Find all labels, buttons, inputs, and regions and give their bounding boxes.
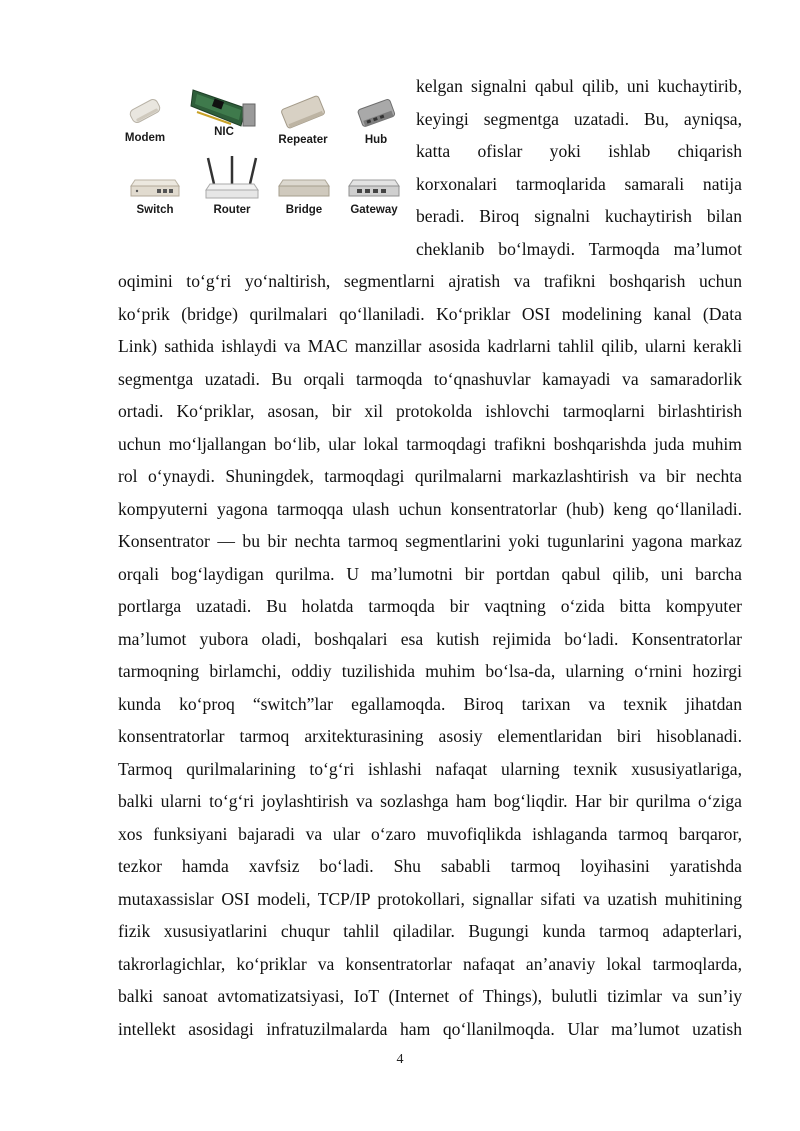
text-line: tezkor hamda xavfsiz bo‘ladi. Shu sababli tarmoq loyihasini yaratishda <box>118 856 742 876</box>
text-line: ortadi. Ko‘priklar, asosan, bir xil protokolda ishlovchi tarmoqlarni birlashtirish <box>118 401 742 421</box>
text-line: orqali bog‘laydigan qurilma. U ma’lumotni bir portdan qabul qilib, uni barcha <box>118 563 742 584</box>
device-label: Router <box>213 204 251 216</box>
text-line: oqimini to‘g‘ri yo‘naltirish, segmentlarni ajratish va trafikni boshqarish uchun <box>118 271 742 291</box>
body-text <box>118 70 742 1045</box>
text-line: Link) sathida ishlaydi va MAC manzillar asosida kadrlarni tahlil qilib, ularni kerakli <box>118 336 742 356</box>
text-line: Tarmoq qurilmalarining to‘g‘ri ishlashi nafaqat ularning texnik xususiyatlariga, <box>118 758 742 779</box>
device-label: Repeater <box>278 134 328 146</box>
text-line: konsentratorlar tarmoq arxitekturasining asosiy elementlaridan biri hisoblanadi. <box>118 726 742 746</box>
text-line: beradi. Biroq signalni kuchaytirish bilan <box>416 206 742 226</box>
text-line: portlarga uzatadi. Bu holatda tarmoqda bir vaqtning o‘zida bitta kompyuter <box>118 596 742 616</box>
text-line: balki ularni to‘g‘ri joylashtirish va sozlashga ham bog‘liqdir. Har bir qurilma o‘ziga <box>118 791 742 811</box>
text-line: tarmoqning birlamchi, oddiy tuzilishida muhim bo‘lsa-da, ularning o‘rnini hozirgi <box>118 661 742 681</box>
text-line: segmentga uzatadi. Bu orqali tarmoqda to‘qnashuvlar kamayadi va samaradorlik <box>118 368 742 389</box>
device-label: Hub <box>364 134 388 146</box>
text-line: keyingi segmentga uzatadi. Bu, ayniqsa, <box>416 108 742 129</box>
text-line: kompyuterni yagona tarmoqqa ulash uchun konsentratorlar (hub) keng qo‘llaniladi. <box>118 498 742 519</box>
device-label: NIC <box>214 126 234 138</box>
text-line: katta ofislar yoki ishlab chiqarish <box>416 141 742 161</box>
text-line: uchun mo‘ljallangan bo‘lib, ular lokal tarmoqdagi trafikni boshqarishda juda muhim <box>118 433 742 454</box>
text-line: cheklanib bo‘lmaydi. Tarmoqda ma’lumot <box>416 238 742 259</box>
text-line: rol o‘ynaydi. Shuningdek, tarmoqdagi qurilmalarni markazlashtirish va bir nechta <box>118 466 742 486</box>
text-line: kunda ko‘proq “switch”lar egallamoqda. Biroq tarixan va texnik jihatdan <box>118 693 742 714</box>
device-label: Switch <box>136 204 174 216</box>
device-label: Gateway <box>350 204 398 216</box>
text-line: mutaxassislar OSI modeli, TCP/IP protokollari, signallar sifati va uzatish muhitining <box>118 888 742 909</box>
text-line: fizik xususiyatlarini chuqur tahlil qiladilar. Bugungi kunda tarmoq adapterlari, <box>118 921 742 941</box>
text-line: Konsentrator — bu bir nechta tarmoq segmentlarini yoki tugunlarini yagona markaz <box>118 531 742 551</box>
device-label: Bridge <box>285 204 323 216</box>
text-line: balki sanoat avtomatizatsiyasi, IoT (Internet of Things), bulutli tizimlar va sun’iy <box>118 986 742 1006</box>
device-label: Modem <box>124 132 166 144</box>
text-line: ko‘prik (bridge) qurilmalari qo‘llaniladi. Ko‘priklar OSI modelining kanal (Data <box>118 303 742 324</box>
page-number: 4 <box>396 1052 404 1067</box>
text-line: ma’lumot yubora oladi, boshqalari esa kutish rejimida bo‘ladi. Konsentratorlar <box>118 628 742 649</box>
text-line: korxonalari tarmoqlarida samarali natija <box>416 173 742 194</box>
text-line: kelgan signalni qabul qilib, uni kuchaytirib, <box>416 76 742 96</box>
text-line: xos funksiyani bajaradi va ular o‘zaro muvofiqlikda ishlaganda tarmoq barqaror, <box>118 823 742 844</box>
text-line: intellekt asosidagi infratuzilmalarda ham qo‘llanilmoqda. Ular ma’lumot uzatish <box>118 1018 742 1039</box>
text-line: takrorlagichlar, ko‘priklar va konsentratorlar nafaqat an’anaviy lokal tarmoqlarda, <box>118 953 742 974</box>
